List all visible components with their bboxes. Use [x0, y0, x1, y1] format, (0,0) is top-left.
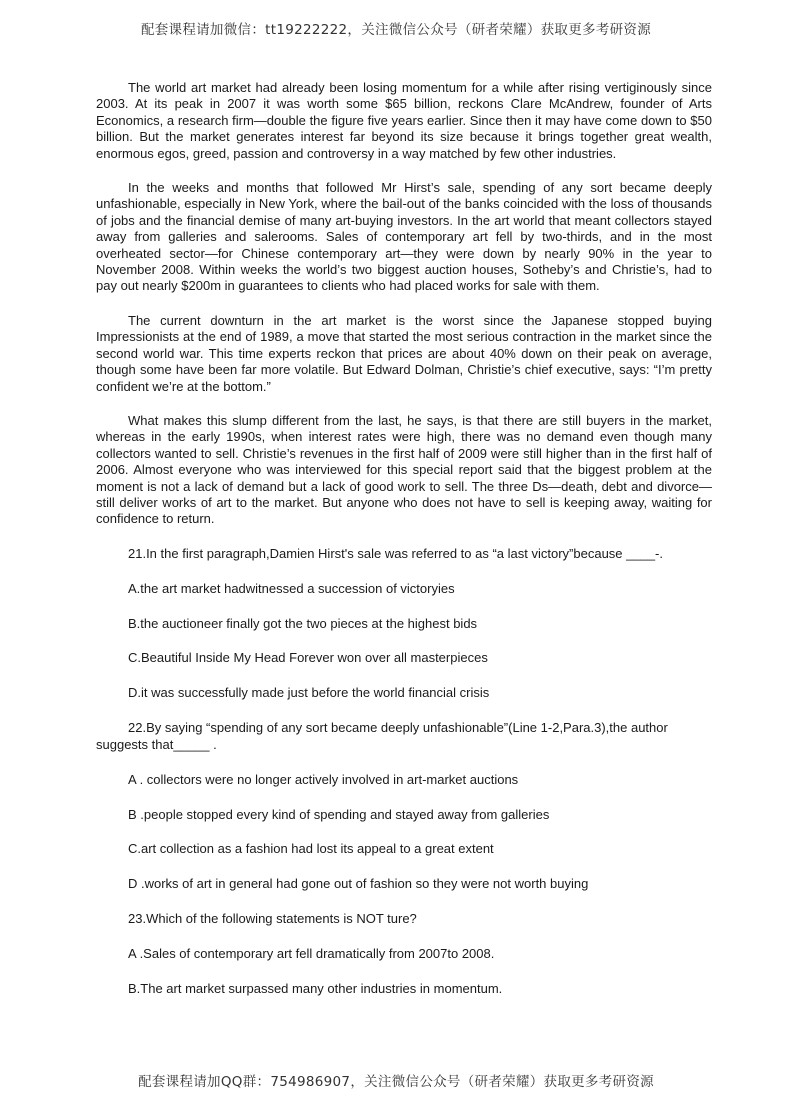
question-21-option-b: B.the auctioneer finally got the two pieces at the highest bids	[128, 615, 478, 631]
question-21-option-c: C.Beautiful Inside My Head Forever won over all masterpieces	[128, 650, 488, 666]
question-22-option-d: D .works of art in general had gone out of fashion so they were not worth buying	[128, 876, 589, 892]
paragraph-3: The current downturn in the art market is the worst since the Japanese stopped buying Impressionists at the end of 1989, a move that started the most serious contraction in the market since the second world war. This time experts reckon that prices are about 40% down on their peak on average, though some have been far more volatile. But Edward Dolman, Christie’s chief executive, says: “I’m pretty confident we’re at the bottom.”	[96, 312, 712, 394]
question-22-option-a: A . collectors were no longer actively involved in art-market auctions	[128, 771, 519, 787]
question-23-prompt: 23.Which of the following statements is NOT ture?	[128, 911, 417, 927]
question-21-prompt: 21.In the first paragraph,Damien Hirst's sale was referred to as “a last victory”because ____-.	[128, 545, 663, 561]
document-body	[96, 80, 712, 1016]
question-23-option-a: A .Sales of contemporary art fell dramatically from 2007to 2008.	[128, 946, 495, 962]
paragraph-4: What makes this slump different from the last, he says, is that there are still buyers in the market, whereas in the early 1990s, when interest rates were high, there was no demand even though many collectors wanted to sell. Christie’s revenues in the first half of 2009 were still higher than in the first half of 2006. Almost everyone who was interviewed for this special report said that the biggest problem at the moment is not a lack of demand but a lack of good work to sell. The three Ds—death, debt and divorce—still deliver works of art to the market. But anyone who does not have to sell is keeping away, waiting for confidence to return.	[96, 412, 712, 527]
paragraph-1: The world art market had already been losing momentum for a while after rising vertiginously since 2003. At its peak in 2007 it was worth some $65 billion, reckons Clare McAndrew, founder of Arts Economics, a research firm—double the figure five years earlier. Since then it may have come down to $50 billion. But the market generates interest far beyond its size because it brings together great wealth, enormous egos, greed, passion and controversy in a way matched by few other industries.	[96, 80, 712, 161]
question-22-prompt: 22.By saying “spending of any sort became deeply unfashionable”(Line 1-2,Para.3),the author suggests that_____ .	[96, 720, 668, 752]
paragraph-2: In the weeks and months that followed Mr Hirst’s sale, spending of any sort became deeply unfashionable, especially in New York, where the bail-out of the banks coincided with the loss of thousands of jobs and the financial demise of many art-buying investors. In the art world that meant collectors stayed away from galleries and salerooms. Sales of contemporary art fell by two-thirds, and in the most overheated sector—for Chinese contemporary art—they were down by nearly 90% in the year to November 2008. Within weeks the world’s two biggest auction houses, Sotheby’s and Christie’s, had to pay out nearly $200m in guarantees to clients who had placed works for sale with them.	[96, 180, 712, 294]
question-22-option-c: C.art collection as a fashion had lost its appeal to a great extent	[128, 841, 494, 857]
page-header-watermark: 配套课程请加微信：tt19222222，关注微信公众号（研者荣耀）获取更多考研资源	[140, 22, 652, 38]
question-21-option-d: D.it was successfully made just before the world financial crisis	[128, 685, 490, 701]
question-23-option-b: B.The art market surpassed many other industries in momentum.	[128, 981, 503, 997]
question-21-option-a: A.the art market hadwitnessed a succession of victoryies	[128, 580, 455, 596]
page-footer-watermark: 配套课程请加QQ群：754986907，关注微信公众号（研者荣耀）获取更多考研资源	[138, 1074, 654, 1090]
question-22-option-b: B .people stopped every kind of spending and stayed away from galleries	[128, 806, 550, 822]
